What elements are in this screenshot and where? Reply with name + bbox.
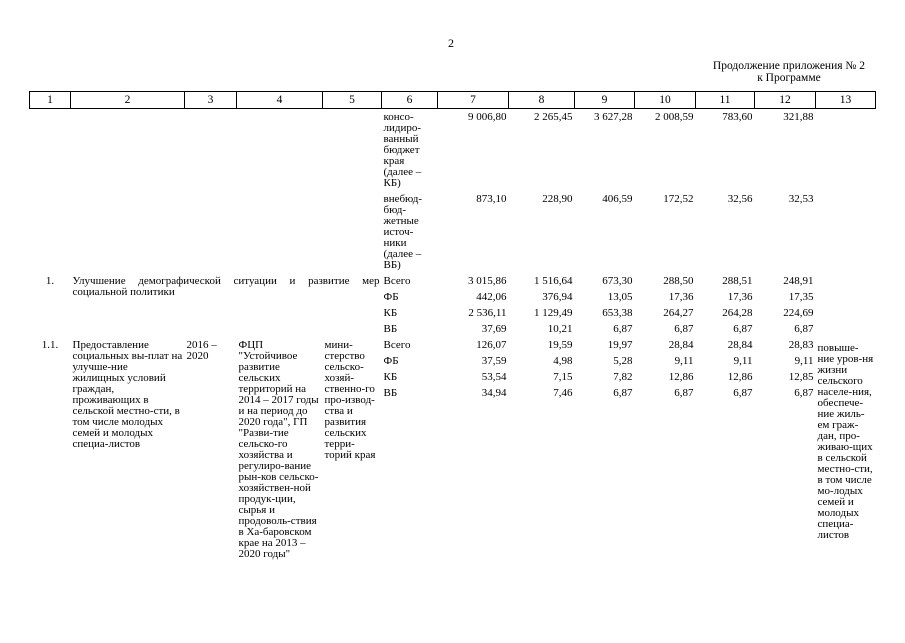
funding-source: ФБ (383, 355, 399, 367)
continuation-line-2: к Программе (757, 72, 821, 84)
value-cell: 5,28 (613, 355, 633, 367)
header-cell: 3 (185, 92, 237, 109)
value-cell: 9,11 (794, 355, 814, 367)
value-cell: 673,30 (602, 275, 633, 287)
table-row (30, 271, 876, 287)
value-cell: 12,86 (727, 371, 753, 383)
value-cell: 9 006,80 (468, 111, 507, 123)
value-cell: 9,11 (674, 355, 694, 367)
value-cell: 873,10 (476, 193, 507, 205)
value-cell: 288,51 (722, 275, 753, 287)
funding-source: КБ (383, 307, 398, 319)
value-cell: 17,36 (668, 291, 694, 303)
value-cell: 3 627,28 (594, 111, 633, 123)
value-cell: 1 129,49 (534, 307, 573, 319)
value-cell: 32,53 (788, 193, 814, 205)
item-result: повыше-ние уров-ня жизни сельского населе-ния, обеспече-ние жиль-ем граж-дан, про-живаю-щих в сельской местно-сти, в том числе мо-лодых семей и молодых специа-листов (817, 342, 874, 541)
header-cell: 4 (237, 92, 323, 109)
funding-source: КБ (383, 371, 398, 383)
value-cell: 172,52 (663, 193, 694, 205)
value-cell: 2 008,59 (655, 111, 694, 123)
section-title: Улучшение демографической ситуации и развитие мер социальной политики (72, 275, 380, 298)
value-cell: 17,36 (727, 291, 753, 303)
value-cell: 10,21 (547, 323, 573, 335)
value-cell: 28,84 (668, 339, 694, 351)
section-number: 1. (45, 275, 55, 287)
funding-source: Всего (383, 275, 411, 287)
value-cell: 6,87 (794, 323, 814, 335)
header-cell: 10 (635, 92, 696, 109)
value-cell: 783,60 (722, 111, 753, 123)
value-cell: 248,91 (783, 275, 814, 287)
header-cell: 12 (755, 92, 816, 109)
continuation-line-1: Продолжение приложения № 2 (712, 60, 865, 72)
value-cell: 6,87 (613, 323, 633, 335)
value-cell: 28,83 (788, 339, 814, 351)
value-cell: 53,54 (481, 371, 507, 383)
header-cell: 2 (71, 92, 185, 109)
funding-source: ФБ (383, 291, 399, 303)
value-cell: 6,87 (794, 387, 814, 399)
value-cell: 37,69 (481, 323, 507, 335)
funding-source: консо-лидиро-ванный бюджет края (далее – КБ) (383, 111, 422, 189)
program-table (29, 91, 876, 643)
value-cell: 6,87 (674, 323, 694, 335)
value-cell: 228,90 (542, 193, 573, 205)
header-cell: 5 (323, 92, 382, 109)
funding-source: ВБ (383, 323, 398, 335)
value-cell: 6,87 (613, 387, 633, 399)
item-name: Предоставление социальных вы-плат на улучше-ние жилищных условий граждан, проживающих в сельской местно-сти, в том числе молодых семей и молодых специа-листов (72, 339, 183, 450)
header-cell: 9 (575, 92, 635, 109)
value-cell: 28,84 (727, 339, 753, 351)
header-cell: 6 (382, 92, 438, 109)
header-cell: 7 (438, 92, 509, 109)
value-cell: 653,38 (602, 307, 633, 319)
value-cell: 7,46 (553, 387, 573, 399)
header-cell: 8 (509, 92, 575, 109)
value-cell: 19,59 (547, 339, 573, 351)
header-cell: 13 (816, 92, 876, 109)
value-cell: 9,11 (733, 355, 753, 367)
value-cell: 126,07 (476, 339, 507, 351)
value-cell: 288,50 (663, 275, 694, 287)
value-cell: 34,94 (481, 387, 507, 399)
value-cell: 12,85 (788, 371, 814, 383)
value-cell: 1 516,64 (534, 275, 573, 287)
value-cell: 32,56 (727, 193, 753, 205)
value-cell: 376,94 (542, 291, 573, 303)
value-cell: 264,27 (663, 307, 694, 319)
value-cell: 321,88 (783, 111, 814, 123)
table-row (30, 189, 876, 271)
value-cell: 224,69 (783, 307, 814, 319)
value-cell: 4,98 (553, 355, 573, 367)
item-executor: мини-стерство сельско-хозяй-ственно-го про-извод-ства и развития сельских терри-торий края (324, 339, 376, 461)
header-cell: 1 (30, 92, 71, 109)
table-row (30, 109, 876, 190)
value-cell: 264,28 (722, 307, 753, 319)
funding-source: ВБ (383, 387, 398, 399)
value-cell: 3 015,86 (468, 275, 507, 287)
funding-source: внебюд-бюд-жетные источ-ники (далее – ВБ) (383, 193, 422, 271)
header-row (30, 92, 876, 109)
value-cell: 37,59 (481, 355, 507, 367)
value-cell: 12,86 (668, 371, 694, 383)
header-cell: 11 (696, 92, 755, 109)
value-cell: 2 536,11 (468, 307, 507, 319)
item-period: 2016 – 2020 (186, 339, 217, 362)
item-program: ФЦП "Устойчивое развитие сельских территорий на 2014 – 2017 годы и на период до 2020 года", ГП "Разви-тие сельско-го хозяйства и регулиро-вание рын-ков сельско-хозяйствен-ной продук-ции, сырья и продоволь-ствия в Ха-баровском крае на 2013 – 2020 годы" (238, 339, 319, 560)
value-cell: 17,35 (788, 291, 814, 303)
item-number: 1.1. (41, 339, 59, 351)
value-cell: 2 265,45 (534, 111, 573, 123)
value-cell: 19,97 (607, 339, 633, 351)
continuation-note (713, 60, 865, 84)
page-number: 2 (448, 36, 454, 50)
funding-source: Всего (383, 339, 411, 351)
value-cell: 6,87 (674, 387, 694, 399)
value-cell: 6,87 (733, 387, 753, 399)
table-row (30, 335, 876, 351)
value-cell: 13,05 (607, 291, 633, 303)
value-cell: 406,59 (602, 193, 633, 205)
value-cell: 7,15 (553, 371, 573, 383)
value-cell: 442,06 (476, 291, 507, 303)
value-cell: 6,87 (733, 323, 753, 335)
value-cell: 7,82 (613, 371, 633, 383)
